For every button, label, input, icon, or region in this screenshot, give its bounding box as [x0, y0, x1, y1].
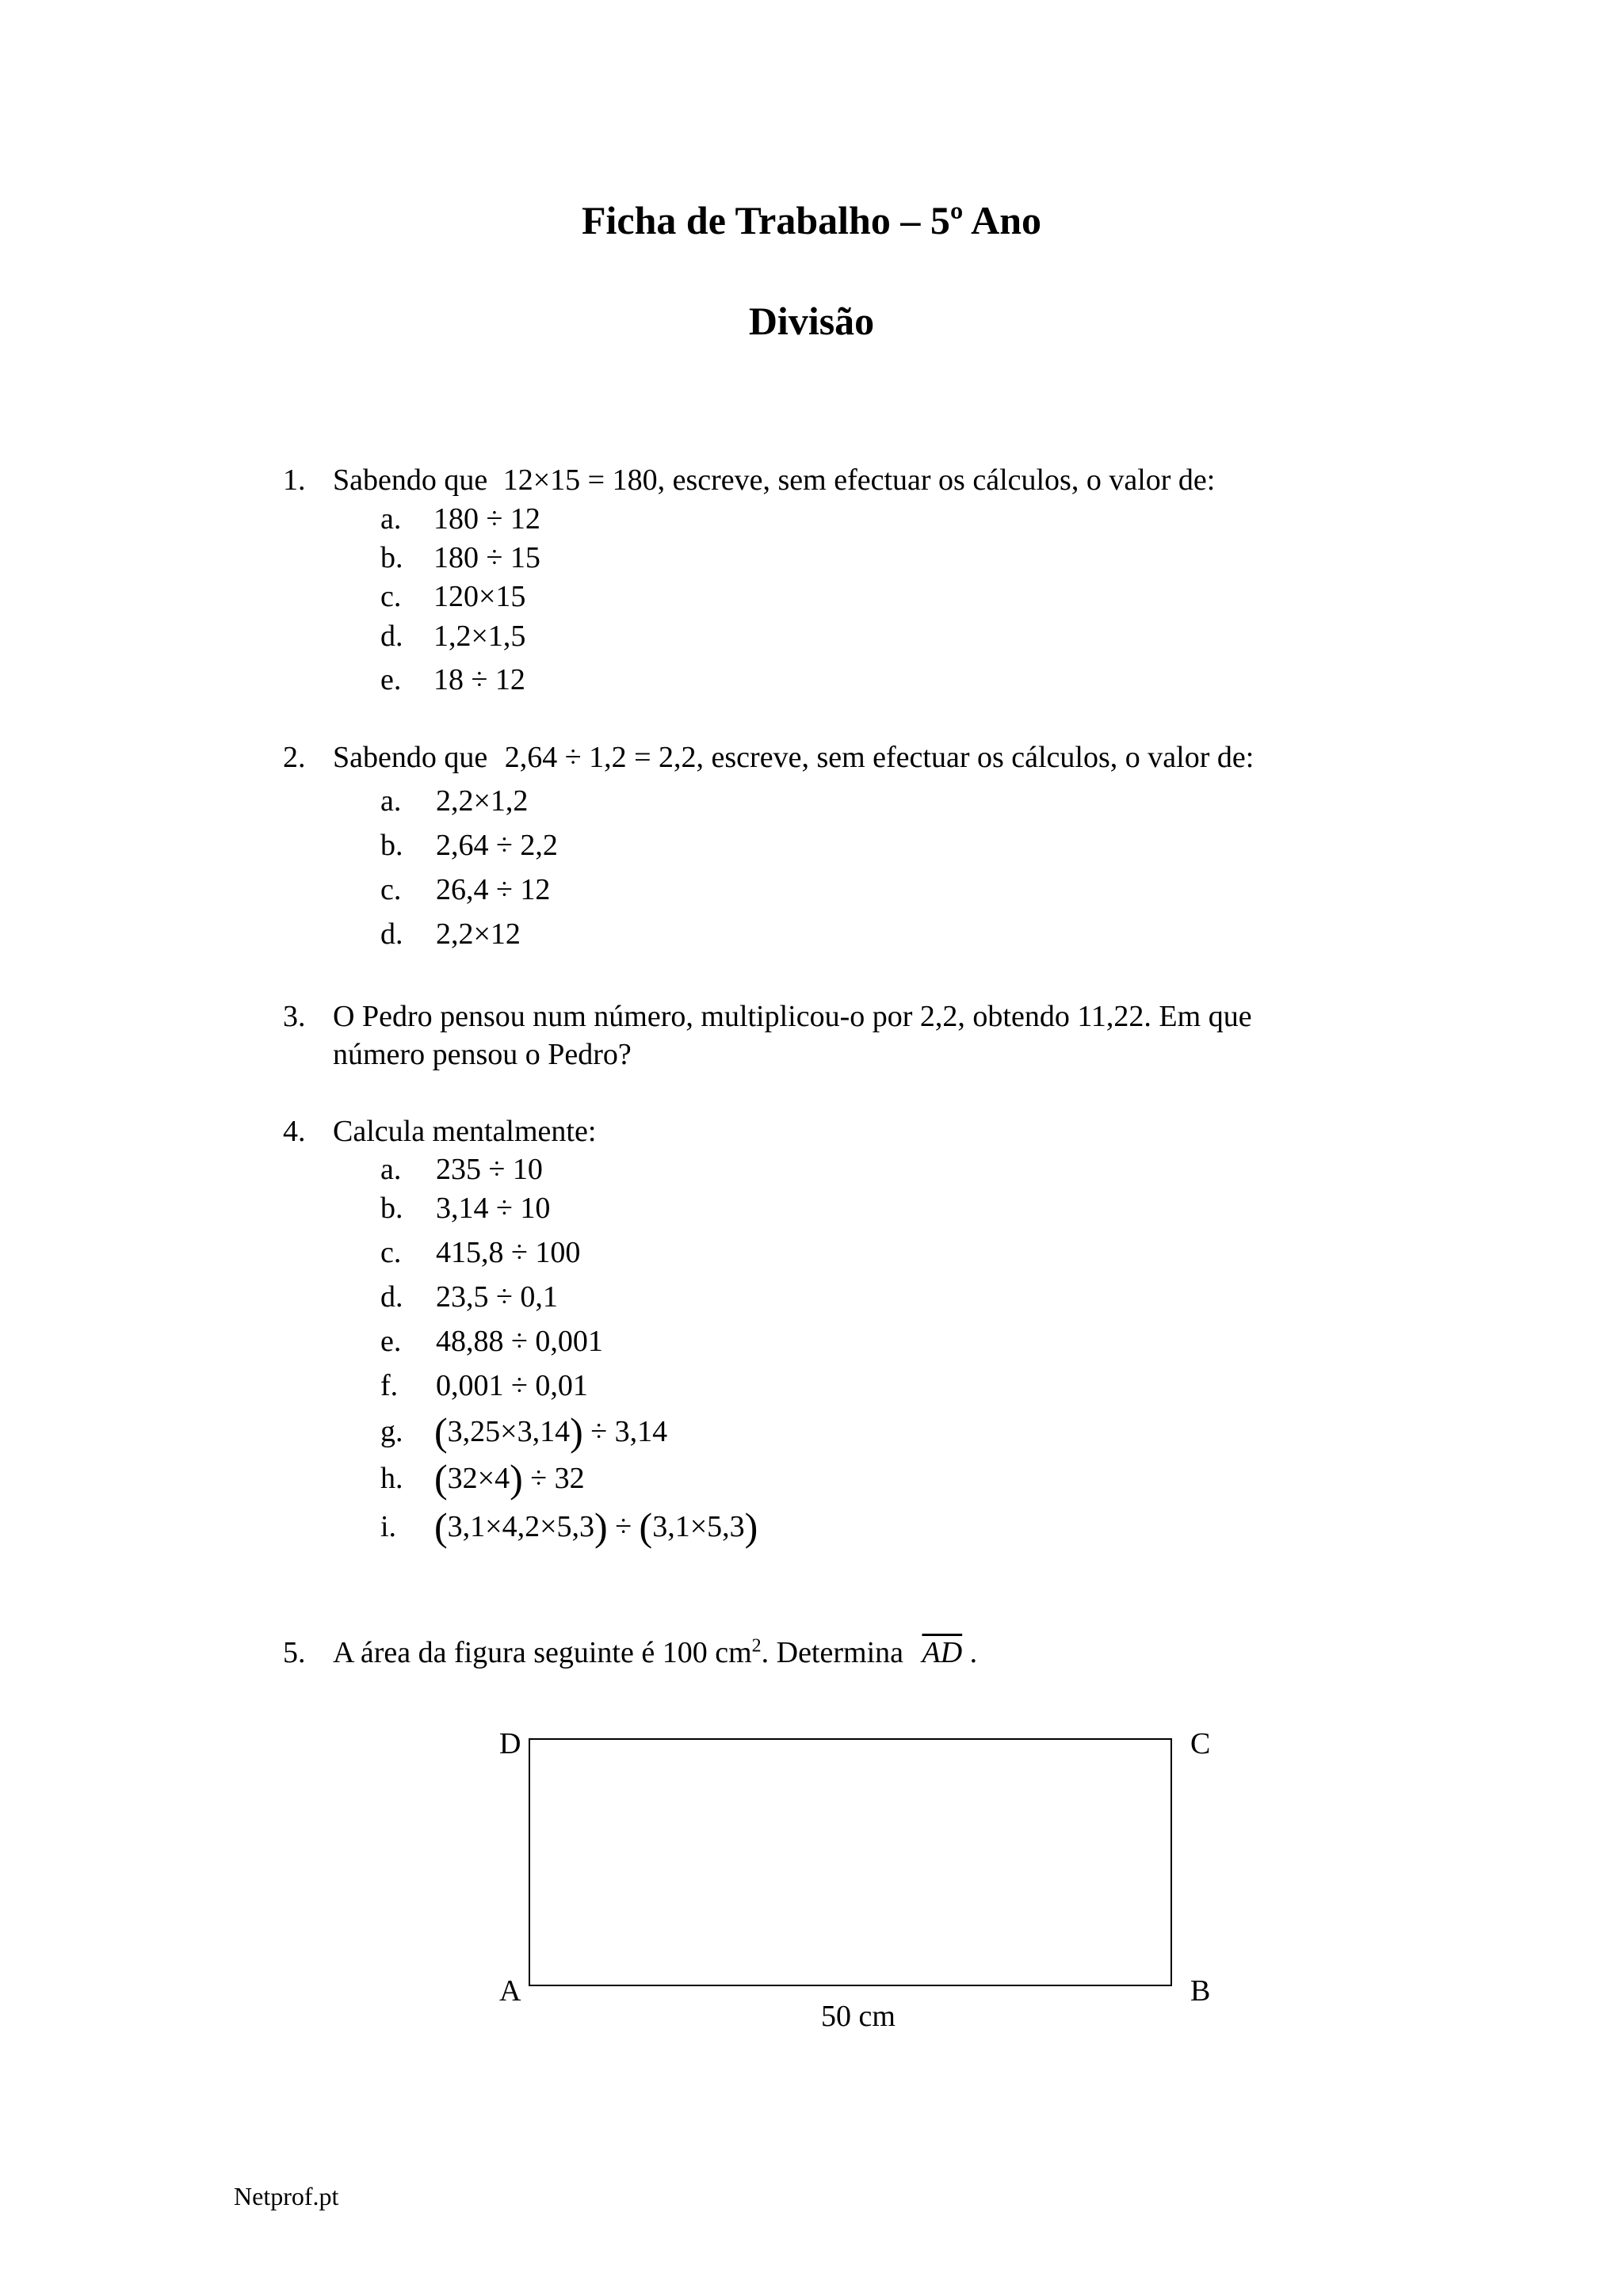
base-length-label: 50 cm: [821, 2000, 896, 2033]
item-expression: 48,88 ÷ 0,001: [436, 1325, 603, 1358]
item-expression: [434, 1409, 668, 1454]
given-equation: 2,64 ÷ 1,2 = 2,2: [504, 741, 697, 774]
question-number: 3.: [283, 1000, 306, 1033]
open-paren: (: [639, 1505, 653, 1549]
item-expression: 415,8 ÷ 100: [436, 1236, 581, 1269]
item-letter: d.: [380, 917, 403, 951]
item-expression: 26,4 ÷ 12: [436, 873, 551, 906]
item-letter: b.: [380, 541, 403, 574]
paren-expression: 3,1×5,3: [652, 1510, 745, 1543]
item-letter: c.: [380, 580, 402, 613]
question-intro: Sabendo que: [333, 741, 488, 774]
question-text: Calcula mentalmente:: [333, 1115, 597, 1148]
item-letter: b.: [380, 1192, 403, 1225]
tail-expression: ÷ 3,14: [590, 1415, 668, 1448]
vertex-label-b: B: [1190, 1974, 1211, 2008]
item-letter: e.: [380, 1325, 402, 1358]
question-number: 1.: [283, 463, 306, 497]
item-expression: 18 ÷ 12: [433, 663, 525, 696]
question-rest: , escreve, sem efectuar os cálculos, o valor de:: [696, 741, 1254, 774]
item-letter: a.: [380, 502, 402, 536]
superscript: 2: [751, 1635, 762, 1657]
item-letter: h.: [380, 1462, 403, 1495]
item-letter: c.: [380, 873, 402, 906]
close-paren: ): [594, 1505, 608, 1549]
item-expression: 2,2×1,2: [436, 784, 529, 818]
question-number: 5.: [283, 1636, 306, 1669]
open-paren: (: [434, 1456, 448, 1501]
item-expression: 180 ÷ 15: [433, 541, 540, 574]
question-number: 2.: [283, 741, 306, 774]
rectangle-abcd: [529, 1738, 1172, 1986]
item-expression: 2,2×12: [436, 917, 521, 951]
tail-expression: ÷ 32: [530, 1462, 585, 1495]
item-expression: [434, 1456, 585, 1501]
item-expression: 120×15: [433, 580, 526, 613]
given-equation: 12×15 = 180: [502, 463, 658, 497]
item-expression: 1,2×1,5: [433, 620, 526, 653]
question-number: 4.: [283, 1115, 306, 1148]
vertex-label-c: C: [1190, 1727, 1211, 1760]
item-letter: e.: [380, 663, 402, 696]
close-paren: ): [570, 1409, 583, 1454]
item-expression: 3,14 ÷ 10: [436, 1192, 551, 1225]
open-paren: (: [434, 1409, 448, 1454]
item-letter: i.: [380, 1510, 397, 1543]
paren-expression: 3,1×4,2×5,3: [447, 1510, 595, 1543]
footer-source: Netprof.pt: [234, 2182, 339, 2210]
question-text-main: A área da figura seguinte é 100 cm: [333, 1636, 752, 1669]
item-letter: g.: [380, 1415, 403, 1448]
item-letter: d.: [380, 1280, 403, 1314]
item-letter: f.: [380, 1369, 399, 1402]
item-expression: 180 ÷ 12: [433, 502, 540, 536]
page-title: Ficha de Trabalho – 5º Ano: [581, 198, 1042, 242]
item-expression: 0,001 ÷ 0,01: [436, 1369, 588, 1402]
item-expression: 235 ÷ 10: [436, 1153, 543, 1186]
question-intro: Sabendo que: [333, 463, 488, 497]
item-letter: d.: [380, 620, 403, 653]
item-expression: 2,64 ÷ 2,2: [436, 829, 558, 862]
vertex-label-a: A: [499, 1974, 521, 2008]
question-rest: , escreve, sem efectuar os cálculos, o valor de:: [657, 463, 1216, 497]
item-expression: [434, 1505, 758, 1549]
question-text-line: O Pedro pensou num número, multiplicou-o por 2,2, obtendo 11,22. Em que: [333, 1000, 1252, 1033]
vertex-label-d: D: [499, 1727, 521, 1760]
question-text: [333, 462, 1215, 498]
paren-expression: 3,25×3,14: [447, 1415, 571, 1448]
close-paren: ): [510, 1456, 523, 1501]
division-sign: ÷: [615, 1510, 632, 1543]
item-letter: a.: [380, 1153, 402, 1186]
item-letter: a.: [380, 784, 402, 818]
open-paren: (: [434, 1505, 448, 1549]
question-text: [333, 1634, 977, 1671]
item-expression: 23,5 ÷ 0,1: [436, 1280, 558, 1314]
question-text-line: número pensou o Pedro?: [333, 1038, 632, 1071]
item-letter: c.: [380, 1236, 402, 1269]
question-text-rest: . Determina: [761, 1636, 903, 1669]
page-subtitle: Divisão: [748, 299, 875, 343]
paren-expression: 32×4: [447, 1462, 510, 1495]
question-end: .: [969, 1636, 978, 1669]
close-paren: ): [744, 1505, 758, 1549]
question-text: [333, 739, 1254, 776]
item-letter: b.: [380, 829, 403, 862]
segment-notation: $\overline{AD}$: [922, 1636, 963, 1669]
